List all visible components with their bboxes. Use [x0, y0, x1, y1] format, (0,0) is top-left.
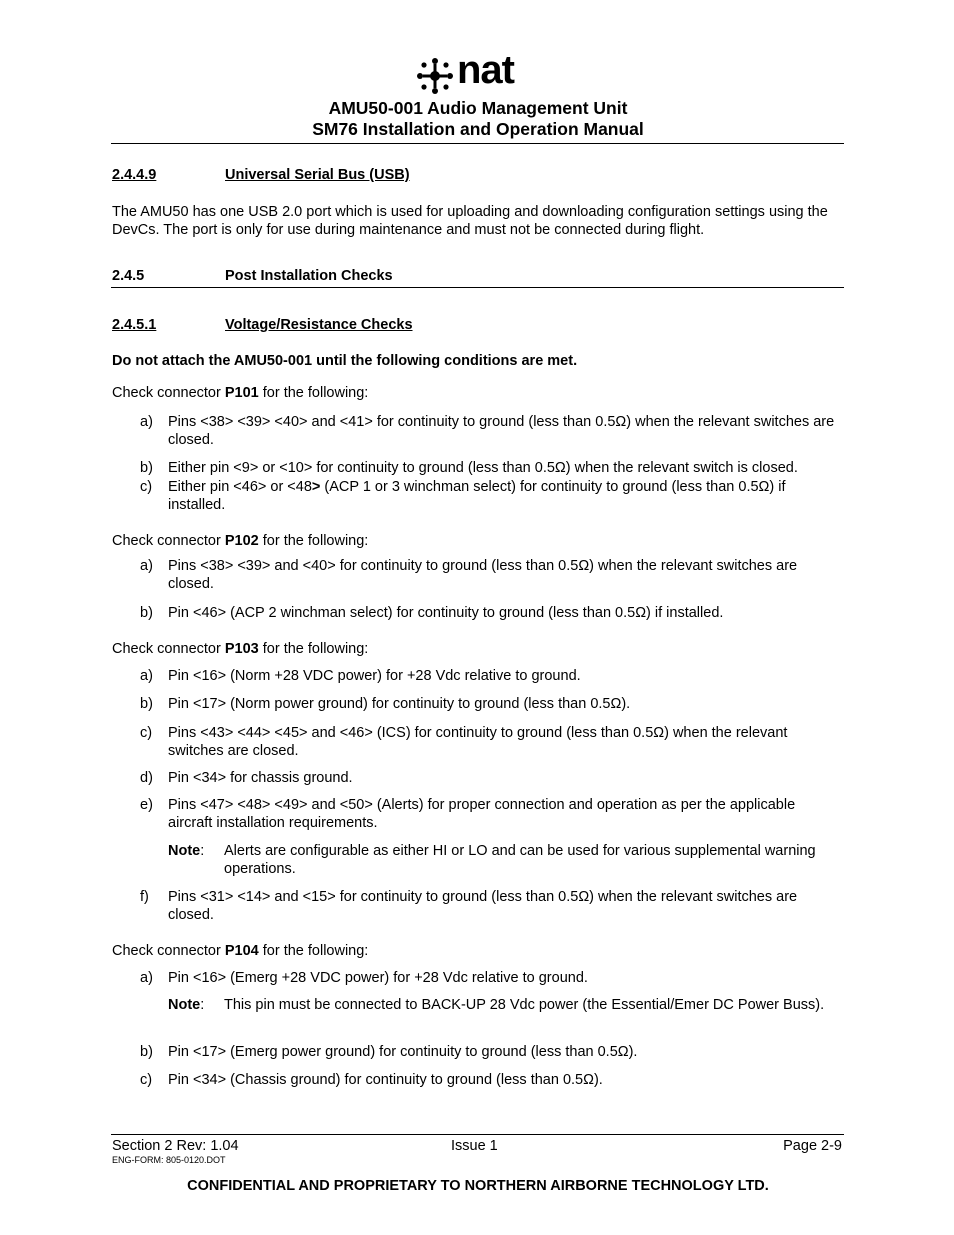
header-rule	[111, 143, 844, 144]
doc-title-line2: SM76 Installation and Operation Manual	[312, 119, 644, 139]
section-number: 2.4.5	[112, 268, 145, 284]
logo-wordmark: nat	[457, 48, 514, 92]
doc-title-line1: AMU50-001 Audio Management Unit	[328, 98, 628, 118]
section-number: 2.4.5.1	[112, 317, 157, 333]
connector-name: P102	[224, 533, 259, 549]
connector-name: P101	[224, 385, 259, 401]
star-burst-icon	[415, 56, 455, 96]
footer-page-number: Page 2-9	[783, 1138, 842, 1154]
section-title: Universal Serial Bus (USB)	[225, 167, 410, 183]
check-intro-p103: Check connector P103 for the following:	[112, 641, 369, 657]
warning-text: Do not attach the AMU50-001 until the following conditions are met.	[112, 353, 578, 369]
section-rule	[111, 287, 844, 288]
section-title: Voltage/Resistance Checks	[225, 317, 413, 333]
connector-name: P104	[224, 943, 259, 959]
check-intro-p104: Check connector P104 for the following:	[112, 943, 369, 959]
footer-rule	[111, 1134, 844, 1135]
footer-issue: Issue 1	[451, 1138, 498, 1154]
confidential-notice: CONFIDENTIAL AND PROPRIETARY TO NORTHERN AIRBORNE TECHNOLOGY LTD.	[187, 1178, 769, 1194]
nat-logo	[415, 48, 541, 96]
usb-paragraph: The AMU50 has one USB 2.0 port which is used for uploading and downloading configuration settings using the DevCs. The port is only for use during maintenance and must not be connected during flight.	[112, 204, 828, 238]
connector-name: P103	[224, 641, 259, 657]
section-number: 2.4.4.9	[112, 167, 157, 183]
check-intro-p102: Check connector P102 for the following:	[112, 533, 369, 549]
footer-section-rev: Section 2 Rev: 1.04	[112, 1138, 239, 1154]
check-intro-p101: Check connector P101 for the following:	[112, 385, 369, 401]
section-title: Post Installation Checks	[225, 268, 393, 284]
footer-form-id: ENG-FORM: 805-0120.DOT	[112, 1155, 226, 1165]
